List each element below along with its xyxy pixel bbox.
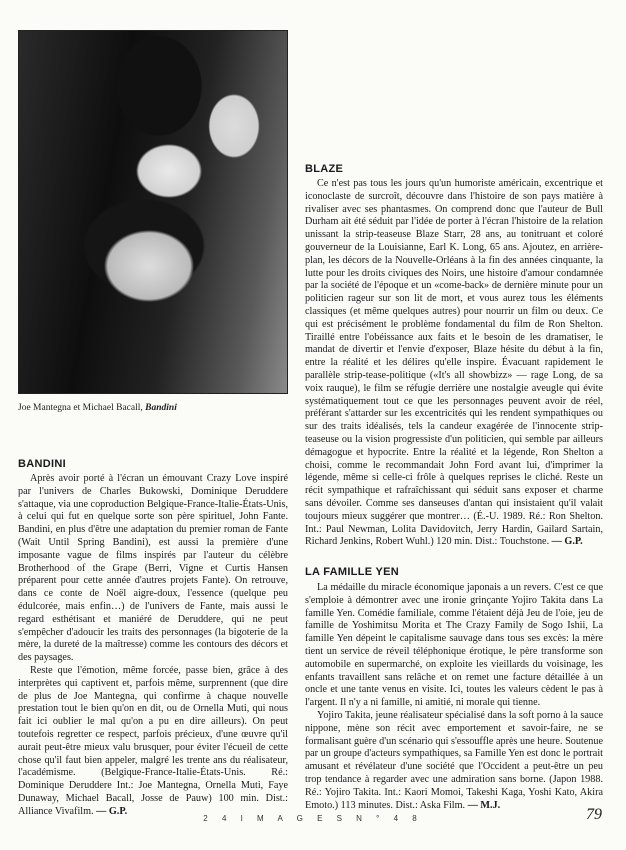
magazine-footer: 2 4 I M A G E S N ° 4 8 [203, 814, 423, 823]
famille-yen-review [305, 582, 603, 812]
page-number: 79 [586, 806, 602, 823]
bandini-paragraph: Après avoir porté à l'écran un émouvant Crazy Love inspiré par l'univers de Charles Bukowski, Dominique Deruddere s'attaque, via une coproduction Belgique-France-Italie-États-Unis, à celui qui fut en quelque sorte son père spirituel, John Fante. Bandini, en plus d'être une adaptation du premier roman de Fante (Wait Until Spring Bandini), est aussi la première d'une imposante vague de films inspirés par l'auteur du célèbre Brotherhood of the Grape (Berri, Vigne et Curtis Hansen préparent pour cette année d'autres projets Fante). On retrouve, dans ce conte de Noël aigre-doux, l'essence (quelque peu édulcorée, mais enfin…) de l'univers de Fante, mais aussi le regard esthétisant et maniéré de Deruddere, qui ne peut s'empêcher d'adoucir les traits des personnages (la bigoterie de la mère, la dureté de la maîtresse) comme les contours des décors et des paysages. [18, 473, 289, 664]
blaze-title: BLAZE [305, 163, 344, 175]
blaze-review [305, 178, 603, 549]
caption-names: Joe Mantegna et Michael Bacall, [18, 403, 143, 413]
film-still-photo [18, 30, 288, 394]
famille-yen-title: LA FAMILLE YEN [305, 566, 400, 578]
famille-yen-paragraph: La médaille du miracle économique japonais a un revers. C'est ce que s'emploie à démontrer avec une ironie grinçante Yojiro Takita dans La famille Yen. Comédie familiale, comme l'étaient déjà Jeu de l'oie, jeu de famille de Yoshimitsu Morita et The Crazy Family de Sogo Ishii, La famille Yen dépeint le capitalisme sauvage dans tous ses excès: la mère tient un service de réveil téléphonique érotique, le père transforme son automobile en supermarché, on exploite les vieillards du voisinage, les enfants travaillent sans relâche et on remet une facture détaillée à un oncle et une tante venus en visite. Ici, toutes les valeurs cèdent le pas à l'argent. Il n'y a ni famille, ni amitié, ni morale qui tienne. [305, 582, 603, 709]
bandini-title: BANDINI [18, 458, 66, 470]
blaze-paragraph: Ce n'est pas tous les jours qu'un humoriste américain, excentrique et iconoclaste de surcroît, découvre dans l'histoire de son pays matière à rivaliser avec ses phantasmes. On comprend donc que l'auteur de Bull Durham ait été séduit par l'idée de porter à l'écran l'histoire de la relation unissant la strip-teaseuse Blaze Starr, 28 ans, au tonitruant et coloré gouverneur de la Louisianne, Earl K. Long, 65 ans. Ajoutez, en arrière-plan, les décors de la Nouvelle-Orléans à la fin des années cinquante, la lutte pour les droits civiques des Noirs, une histoire d'amour condamnée par la société de l'époque et un «come-back» de dernière minute pour un politicien rageur sur son lit de mort, et vous aurez tous les éléments classiques (et même quelques autres) pour nourrir un film ou deux. Ce qui est précisément le problème fondamental du film de Ron Shelton. Tiraillé entre l'obéissance aux faits et le besoin de les dramatiser, le mandat de divertir et l'envie d'exposer, Blaze hésite du début à la fin, entre la réalité et les délires qu'elle inspire. Évacuant rapidement le parallèle strip-tease-politique («It's all showbizz» — rage Long, de sa voix rauque), le film se réfugie derrière une nostalgie aveugle qui évite systématiquement tout ce que les personnages peuvent avoir de réel, préférant s'attarder sur les excentricités qui les rendent sympathiques ou sur des traits idéalisés, tels la candeur exagérée de l'innocente strip-teaseuse ou la vision progressiste d'un politicien, qui semble par ailleurs démagogue et hypocrite. Entre la réalité et la légende, Ron Shelton a choisi, comme le recommandait John Ford avant lui, d'imprimer la légende, même si celle-ci frôle à quelques reprises le cliché. Reste un récit sympathique et rafraîchissant qui séduit sans exposer et charme sans dévoiler. Comme ses danseuses d'antan qui insistaient qu'il valait toujours mieux suggérer que montrer… (É.-U. 1989. Ré.: Ron Shelton. Int.: Paul Newman, Lolita Davidovitch, Jerry Hardin, Gailard Sartain, Richard Jenkins, Robert Wuhl.) 120 min. Dist.: Touchstone. — G.P. [305, 178, 603, 548]
blaze-signature: — G.P. [551, 536, 583, 548]
caption-film-title: Bandini [145, 403, 177, 413]
famille-yen-signature: — M.J. [467, 799, 501, 811]
bandini-review [18, 473, 288, 819]
bandini-signature: — G.P. [96, 805, 128, 817]
bandini-paragraph: Reste que l'émotion, même forcée, passe bien, grâce à des interprètes qui captivent et, parfois même, surprennent (que dire de plus de Joe Mantegna, qui confirme à chaque nouvelle prestation tout le bien qu'on en dit, ou de Ornella Muti, qui nous fait ici oublier le mal qu'on a pu en dire ailleurs). On peut toutefois regretter ce respect, parfois précieux, d'une œuvre qu'il aurait peut-être mieux valu brusquer, pour éviter l'écueil de cette chose qu'il faut bien appeler, malgré les trente ans du réalisateur, l'académisme. (Belgique-France-Italie-États-Unis. Ré.: Dominique Deruddere Int.: Joe Mantegna, Ornella Muti, Faye Dunaway, Michael Bacall, Josse de Pauw) 100 min. Dist.: Alliance Vivafilm. — G.P. [18, 664, 288, 817]
famille-yen-paragraph: Yojiro Takita, jeune réalisateur spécialisé dans la soft porno à la sauce nippone, mène son récit avec emportement et savoir-faire, ne se formalisant guère d'un scénario qui s'essouffle après une heure. Soutenue par un groupe d'acteurs sympathiques, sa Famille Yen est donc le portrait amusant et révélateur d'une société que l'Occident a peut-être un peu trop tendance à regarder avec une admiration sans borne. (Japon 1988. Ré.: Yojiro Takita. Int.: Kaori Momoi, Takeshi Kaga, Yoshi Kato, Akira Emoto.) 113 minutes. Dist.: Aska Film. — M.J. [305, 709, 603, 811]
photo-caption [18, 402, 286, 414]
